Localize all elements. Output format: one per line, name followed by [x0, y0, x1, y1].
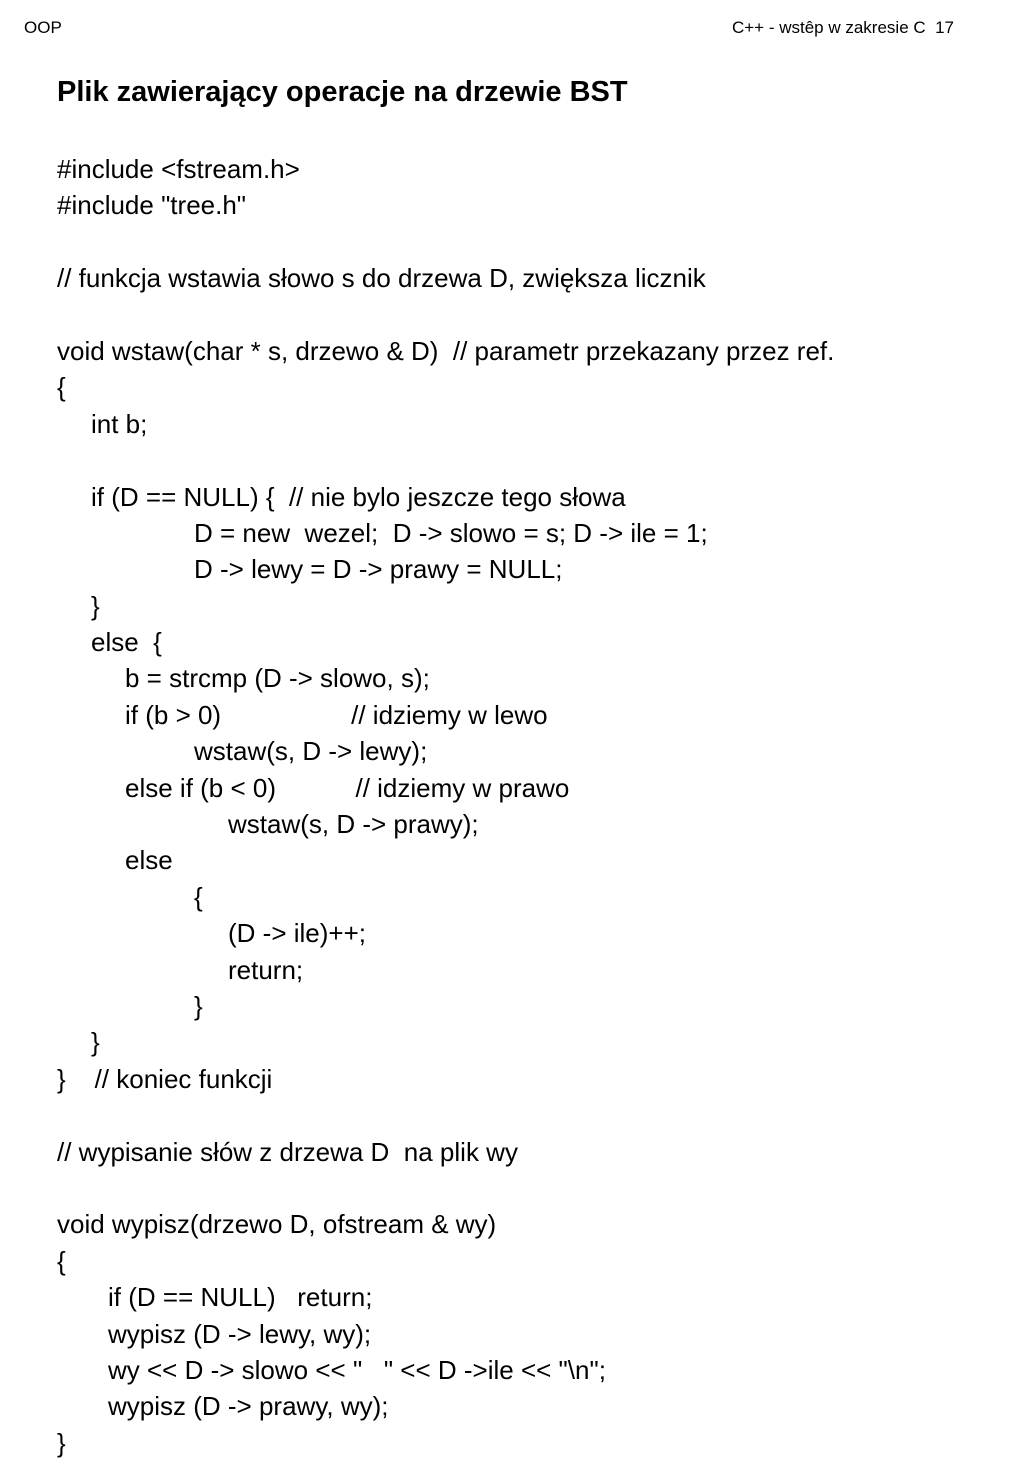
code-line [57, 1170, 834, 1206]
code-line [57, 442, 834, 478]
header-page-info: C++ - wstêp w zakresie C 17 [731, 18, 954, 37]
code-line: int b; [91, 408, 148, 439]
code-line: wstaw(s, D -> lewy); [194, 736, 428, 767]
code-line: return; [228, 954, 304, 985]
code-line [57, 1097, 834, 1133]
code-line: #include "tree.h" [57, 190, 247, 221]
code-line [57, 224, 834, 260]
code-line: else if (b < 0) // idziemy w prawo [125, 772, 570, 803]
code-line: } // koniec funkcji [57, 1063, 273, 1094]
code-line: wypisz (D -> lewy, wy); [108, 1318, 372, 1349]
header-left-label: OOP [24, 18, 62, 37]
code-line: } [194, 990, 203, 1021]
code-line: { [57, 1245, 66, 1276]
code-line: if (b > 0) // idziemy w lewo [125, 699, 548, 730]
code-line: wstaw(s, D -> prawy); [228, 809, 479, 840]
code-line: b = strcmp (D -> slowo, s); [125, 663, 430, 694]
code-line: } [91, 1027, 100, 1058]
code-line: #include <fstream.h> [57, 154, 300, 184]
code-listing [57, 151, 834, 1461]
code-line: // wypisanie słów z drzewa D na plik wy [57, 1136, 518, 1167]
code-line: { [57, 372, 66, 403]
code-line: wypisz (D -> prawy, wy); [108, 1391, 389, 1422]
code-line: D = new wezel; D -> slowo = s; D -> ile = 1; [194, 517, 708, 548]
page-title: Plik zawierający operacje na drzewie BST [57, 76, 628, 108]
code-line: if (D == NULL) { // nie bylo jeszcze tego słowa [91, 481, 626, 512]
code-line: { [194, 881, 203, 912]
code-line [57, 297, 834, 333]
code-line: if (D == NULL) return; [108, 1282, 373, 1313]
code-line: // funkcja wstawia słowo s do drzewa D, zwiększa licznik [57, 263, 706, 294]
code-line: else [125, 845, 173, 876]
code-line: void wypisz(drzewo D, ofstream & wy) [57, 1209, 497, 1240]
code-line: (D -> ile)++; [228, 918, 366, 949]
code-line: else { [91, 627, 162, 658]
code-line: D -> lewy = D -> prawy = NULL; [194, 554, 563, 585]
code-line: void wstaw(char * s, drzewo & D) // parametr przekazany przez ref. [57, 335, 835, 366]
code-line: } [57, 1427, 66, 1458]
code-line: wy << D -> slowo << " " << D ->ile << "\n"; [108, 1354, 606, 1385]
code-line: } [91, 590, 100, 621]
